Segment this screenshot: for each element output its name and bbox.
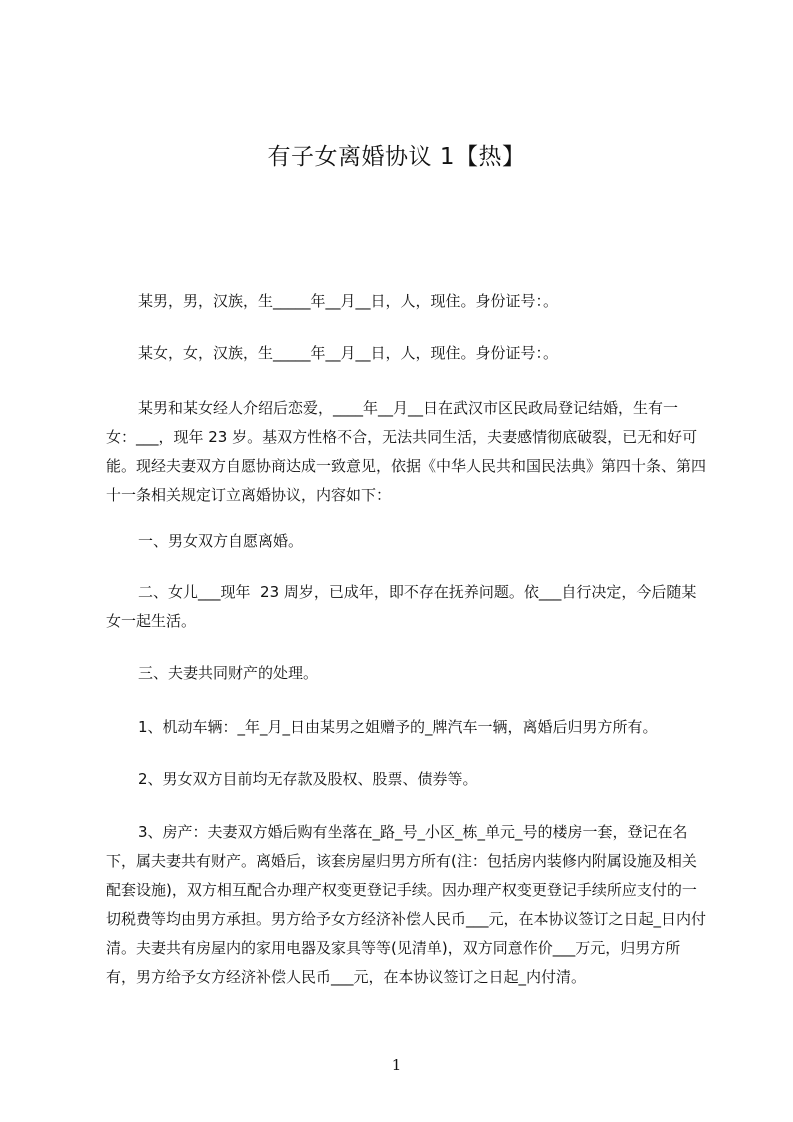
paragraph-item-property: 3、房产：夫妻双方婚后购有坐落在_路_号_小区_栋_单元_号的楼房一套，登记在名下，属夫妻共有财产。离婚后，该套房屋归男方所有(注：包括房内装修内附属设施及相关配套设施)，双方相互配合办理产权变更登记手续。因办理产权变更登记手续所应支付的一切税费等均由男方承担。男方给予女方经济补偿人民币___元，在本协议签订之日起_日内付清。夫妻共有房屋内的家用电器及家具等等(见清单)，双方同意作价___万元，归男方所有，男方给予女方经济补偿人民币___元，在本协议签订之日起_内付清。 [106, 823, 707, 986]
paragraph-clause-3: 三、夫妻共同财产的处理。 [138, 664, 319, 682]
paragraph-clause-1: 一、男女双方自愿离婚。 [138, 532, 304, 550]
document-title: 有子女离婚协议 1【热】 [267, 144, 526, 170]
paragraph-male-party: 某男，男，汉族，生_____年__月__日，人，现住。身份证号：。 [138, 292, 559, 310]
paragraph-item-vehicle: 1、机动车辆：_年_月_日由某男之姐赠予的_牌汽车一辆，离婚后归男方所有。 [138, 718, 658, 736]
page-number: 1 [391, 1056, 402, 1074]
paragraph-clause-2: 二、女儿___现年 23 周岁，已成年，即不存在抚养问题。依___自行决定，今后随某女一起生活。 [106, 583, 697, 630]
paragraph-item-savings: 2、男女双方目前均无存款及股权、股票、债券等。 [138, 770, 478, 788]
paragraph-marriage-background: 某男和某女经人介绍后恋爱，____年__月__日在武汉市区民政局登记结婚，生有一女：___，现年 23 岁。基双方性格不合，无法共同生活，夫妻感情彻底破裂，已无和好可能。现经夫妻双方自愿协商达成一致意见，依据《中华人民共和国民法典》第四十条、第四十一条相关规定订立离婚协议，内容如下： [106, 399, 707, 504]
paragraph-female-party: 某女，女，汉族，生_____年__月__日，人，现住。身份证号：。 [138, 344, 559, 362]
